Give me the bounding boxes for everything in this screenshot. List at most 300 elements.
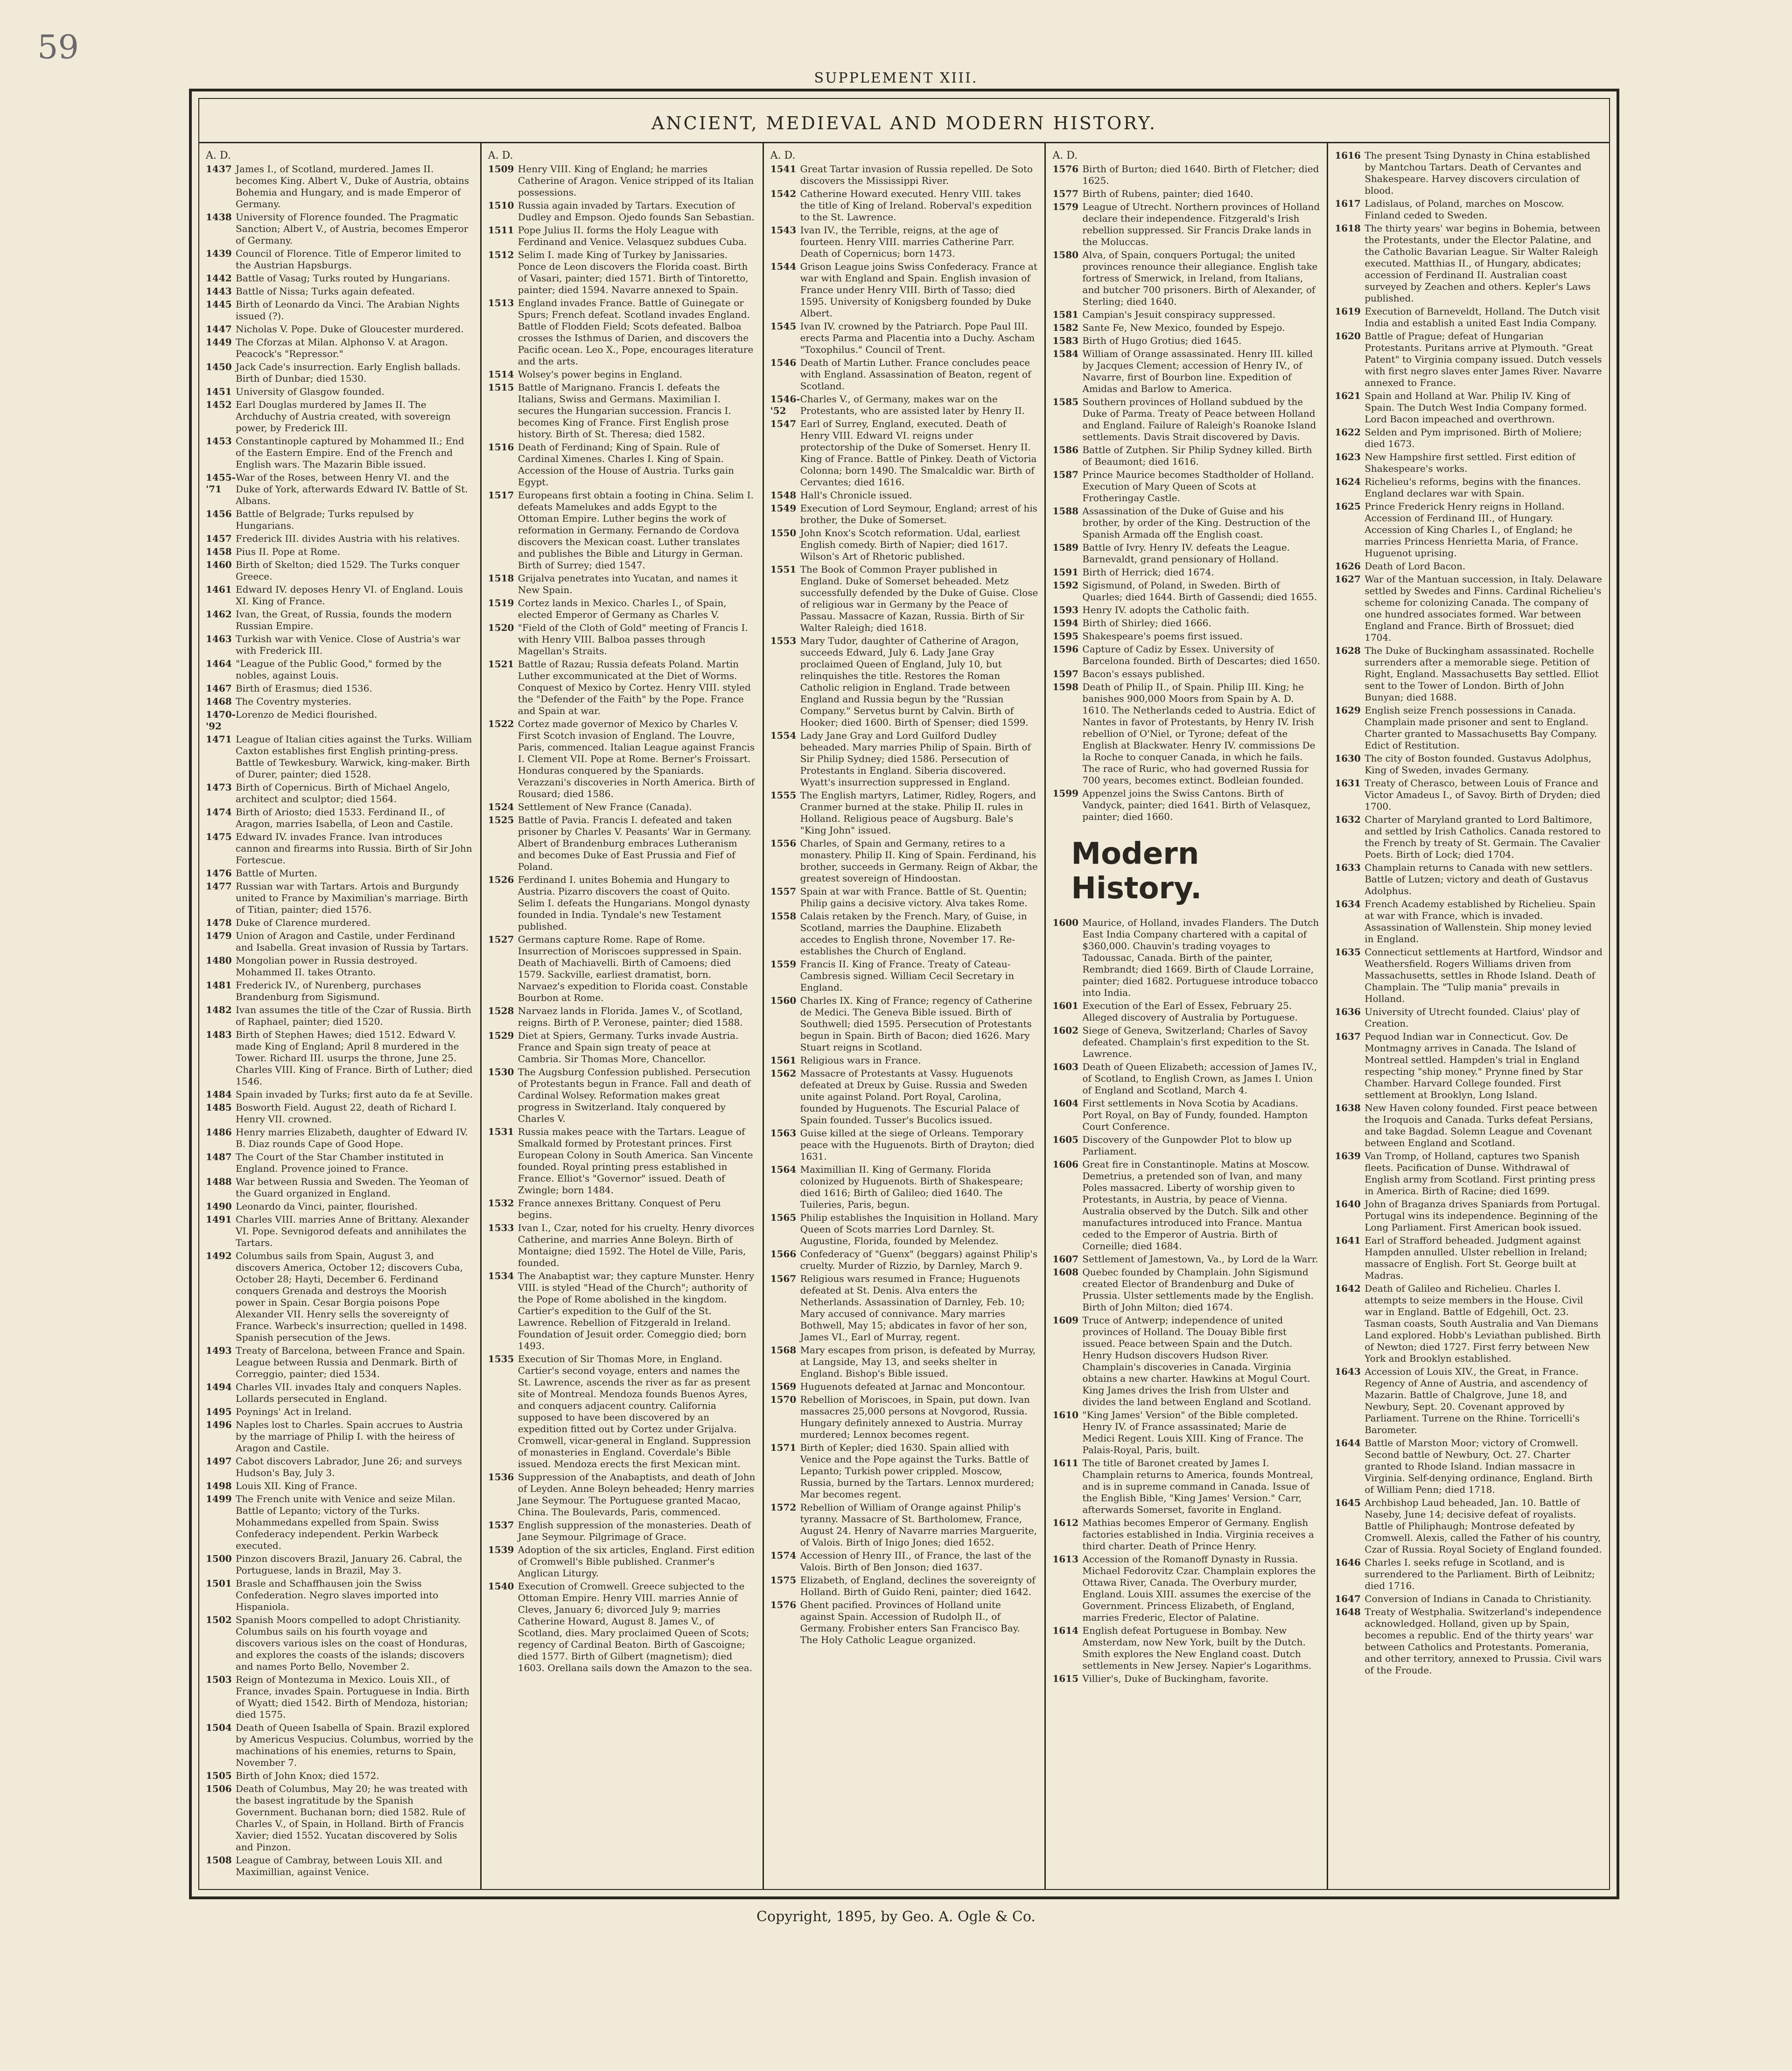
entry-text: League of Utrecht. Northern provinces of Holland declare their independence. Fitzgerald's Irish rebellion suppressed. Sir Francis Drake lands in the Moluccas.: [1082, 201, 1320, 247]
history-entry: [206, 1381, 474, 1405]
entry-year: 1581: [1052, 309, 1079, 320]
entry-text: Execution of Barneveldt, Holland. The Dutch visit India and establish a united East India Company.: [1365, 306, 1600, 329]
entry-text: Russia again invaded by Tartars. Execution of Dudley and Empson. Ojedo founds San Sebastian.: [518, 200, 755, 223]
history-entry: [206, 1406, 474, 1418]
entry-text: Execution of Sir Thomas More, in England. Cartier's second voyage, enters and names the St. Lawrence, ascends the river as far as present site of Montreal. Mendoza founds Buenos Ayres, and conquers adjacent country. California supposed to have been discovered by an expedition fitted out by Cortez under Grijalva. Cromwell, vicar-general in England. Suppression of monasteries in England. Coverdale's Bible issued. Mendoza erects the first Mexican mint.: [518, 1353, 751, 1469]
column-3: [764, 143, 1046, 1889]
entry-year: 1564: [770, 1164, 797, 1175]
entry-text: Spain at war with France. Battle of St. Quentin; Philip gains a decisive victory. Alva takes Rome.: [800, 886, 1028, 909]
entry-text: Discovery of the Gunpowder Plot to blow up Parliament.: [1082, 1134, 1292, 1157]
entry-year: 1453: [206, 435, 232, 447]
entry-year: 1611: [1052, 1457, 1079, 1469]
entry-year: 1586: [1052, 444, 1079, 455]
entry-text: Maurice, of Holland, invades Flanders. The Dutch East India Company chartered with a capital of $360,000. Chauvin's trading voyages to Tadoussac, Canada. Birth of the painter, Rembrandt; died 1669. Birth of Claude Lorraine, painter; died 1682. Portuguese introduce tobacco into India.: [1082, 917, 1319, 998]
column-2: [482, 143, 764, 1889]
history-entry: [488, 369, 756, 380]
entry-year: 1641: [1335, 1235, 1361, 1246]
entry-text: Spain invaded by Turks; first auto da fe at Seville.: [236, 1089, 473, 1100]
entry-text: The Court of the Star Chamber instituted in England. Provence joined to France.: [236, 1151, 444, 1174]
entry-year: 1471: [206, 734, 232, 745]
entry-text: League of Cambray, between Louis XII. and Maximillian, against Venice.: [236, 1854, 442, 1877]
history-entry: [206, 1102, 474, 1125]
entry-year: 1548: [770, 490, 797, 501]
history-entry: [770, 959, 1038, 994]
history-entry: [1335, 1006, 1603, 1029]
entry-year: 1484: [206, 1089, 232, 1100]
entry-text: Battle of Murten.: [236, 868, 318, 879]
entry-year: 1522: [488, 718, 514, 729]
entry-text: Elizabeth, of England, declines the sovereignty of Holland. Birth of Guido Reni, painter; died 1642.: [800, 1574, 1036, 1597]
history-entry: [1335, 1198, 1603, 1233]
history-entry: [1335, 645, 1603, 703]
history-entry: [1335, 150, 1603, 196]
entry-text: Battle of Belgrade; Turks repulsed by Hungarians.: [236, 508, 414, 531]
entry-year: 1640: [1335, 1198, 1361, 1210]
entry-text: Treaty of Barcelona, between France and Spain. League between Russia and Denmark. Birth of Correggio, painter; died 1534.: [236, 1345, 465, 1379]
entry-text: Conversion of Indians in Canada to Christianity.: [1365, 1593, 1592, 1604]
history-entry: [1335, 1497, 1603, 1555]
history-entry: [1335, 1102, 1603, 1149]
entry-text: Adoption of the six articles, England. First edition of Cromwell's Bible published. Cranmer's Anglican Liturgy.: [518, 1544, 755, 1579]
entry-year: 1527: [488, 934, 514, 945]
history-entry: [770, 1273, 1038, 1343]
entry-text: Jack Cade's insurrection. Early English ballads. Birth of Dunbar; died 1530.: [236, 361, 461, 384]
entry-year: 1512: [488, 249, 514, 260]
history-entry: [1335, 1557, 1603, 1592]
history-entry: [770, 790, 1038, 836]
entry-year: 1643: [1335, 1366, 1361, 1377]
entry-text: Birth of John Knox; died 1572.: [236, 1770, 379, 1781]
entry-year: 1628: [1335, 645, 1361, 656]
entry-year: 1464: [206, 658, 232, 669]
entry-text: The present Tsing Dynasty in China established by Mantchou Tartars. Death of Cervantes and Shakespeare. Harvey discovers circulation of blood.: [1365, 150, 1590, 196]
history-entry: [206, 584, 474, 607]
entry-text: Grijalva penetrates into Yucatan, and names it New Spain.: [518, 573, 738, 595]
entry-list: [206, 163, 474, 1878]
history-entry: [488, 200, 756, 223]
entry-text: William of Orange assassinated. Henry III. killed by Jacques Clement; accession of Henry IV., of Navarre, first of Bourbon line. Expedition of Amidas and Barlow to America.: [1082, 348, 1313, 394]
history-entry: [206, 1201, 474, 1212]
entry-year: 1598: [1052, 681, 1079, 693]
entry-text: England invades France. Battle of Guinegate or Spurs; French defeat. Scotland invades England. Battle of Flodden Field; Scots defeated. Balboa crosses the Isthmus of Darien, and discovers the Pacific ocean. Leo X., Pope, encourages literature and the arts.: [518, 297, 754, 367]
history-entry: [1335, 574, 1603, 644]
history-entry: [206, 163, 474, 210]
history-entry: [770, 1502, 1038, 1548]
history-entry: [770, 357, 1038, 392]
entry-text: The Duke of Buckingham assassinated. Rochelle surrenders after a memorable siege. Petition of Right, England. Massachusetts Bay settled. Elliot sent to the Tower of London. Birth of John Bunyan; died 1688.: [1365, 645, 1599, 703]
entry-text: Siege of Geneva, Switzerland; Charles of Savoy defeated. Champlain's first expedition to the St. Lawrence.: [1082, 1025, 1310, 1059]
entry-year: 1543: [770, 224, 797, 236]
entry-text: Accession of Henry III., of France, the last of the Valois. Birth of Ben Jonson; died 1637.: [800, 1550, 1031, 1573]
entry-text: Settlement of New France (Canada).: [518, 801, 692, 812]
history-entry: [1335, 862, 1603, 897]
entry-year: 1541: [770, 163, 797, 175]
entry-text: Charles, of Spain and Germany, retires to a monastery. Philip II. King of Spain. Ferdinand, his brother, succeeds in Germany. Reign of Akbar, the greatest sovereign of Hindoostan.: [800, 838, 1038, 884]
history-entry: [770, 1344, 1038, 1379]
entry-year: 1630: [1335, 753, 1361, 764]
history-entry: [770, 1068, 1038, 1126]
history-entry: [1052, 1409, 1320, 1456]
history-entry: [206, 1089, 474, 1100]
history-entry: [206, 1345, 474, 1380]
entry-year: 1605: [1052, 1134, 1079, 1145]
entry-year: 1540: [488, 1581, 514, 1592]
entry-text: Naples lost to Charles. Spain accrues to Austria by the marriage of Philip I. with the heiress of Aragon and Castile.: [236, 1419, 463, 1454]
entry-year: 1524: [488, 801, 514, 812]
history-entry: [206, 782, 474, 805]
history-entry: [488, 1471, 756, 1518]
history-entry: [1052, 309, 1320, 321]
entry-text: Battle of Pavia. Francis I. defeated and taken prisoner by Charles V. Peasants' War in Germany. Albert of Brandenburg embraces Lutheranism and becomes Duke of East Prussia and Fief of Poland.: [518, 814, 752, 872]
entry-text: "King James' Version" of the Bible completed. Henry IV. of France assassinated; Marie de Medici Regent. Louis XIII. King of France. The Palais-Royal, Paris, built.: [1082, 1409, 1304, 1455]
entry-year: 1510: [488, 200, 514, 211]
history-entry: [488, 490, 756, 571]
history-entry: [206, 868, 474, 879]
entry-year: 1567: [770, 1273, 797, 1284]
entry-text: Mary Tudor, daughter of Catherine of Aragon, succeeds Edward, July 6. Lady Jane Gray proclaimed Queen of England, July 10, but relinquishes the title. Restores the Roman Catholic religion in England. Trade between England and Russia begun by the "Russian Company." Servetus burnt by Calvin. Birth of Hooker; died 1600. Birth of Spenser; died 1599.: [800, 635, 1029, 728]
history-entry: [1335, 390, 1603, 425]
entry-year: 1461: [206, 584, 232, 595]
entry-year: 1615: [1052, 1673, 1079, 1684]
copyright: Copyright, 1895, by Geo. A. Ogle & Co.: [756, 1909, 1036, 1925]
entry-year: 1626: [1335, 560, 1361, 572]
history-entry: [1052, 348, 1320, 395]
entry-year: 1588: [1052, 505, 1079, 517]
entry-text: Ivan, the Great, of Russia, founds the modern Russian Empire.: [236, 609, 452, 631]
history-entry: [770, 1248, 1038, 1272]
entry-year: 1607: [1052, 1253, 1079, 1265]
entry-year: 1595: [1052, 630, 1079, 642]
entry-year: 1551: [770, 564, 797, 575]
entry-year: 1610: [1052, 1409, 1079, 1420]
entry-year: 1547: [770, 418, 797, 429]
entry-year: 1609: [1052, 1315, 1079, 1326]
entry-year: 1450: [206, 361, 232, 372]
entry-year: 1560: [770, 995, 797, 1006]
entry-year: 1534: [488, 1270, 514, 1281]
history-entry: [1052, 681, 1320, 786]
entry-text: Death of Ferdinand; King of Spain. Rule of Cardinal Ximenes. Charles I. King of Spain. Accession of the House of Austria. Turks gain Egypt.: [518, 441, 734, 488]
entry-year: 1644: [1335, 1437, 1361, 1448]
entry-text: Lorenzo de Medici flourished.: [236, 709, 378, 720]
entry-text: War of the Mantuan succession, in Italy. Delaware settled by Swedes and Finns. Cardinal Richelieu's scheme for colonizing Canada. The company of one hundred associates formed. War between England and France. Birth of Brossuet; died 1704.: [1365, 574, 1602, 643]
entry-text: French Academy established by Richelieu. Spain at war with France, which is invaded. Assassination of Wallenstein. Ship money levied in England.: [1365, 898, 1596, 945]
history-entry: [770, 1550, 1038, 1573]
entry-year: 1583: [1052, 335, 1079, 346]
entry-text: Selim I. made King of Turkey by Janissaries. Ponce de Leon discovers the Florida coast. Birth of Vasari, painter; died 1571. Birth of Tintoretto, painter; died 1594. Navarre annexed to Spain.: [518, 249, 749, 295]
entry-year: 1562: [770, 1068, 797, 1079]
history-entry: [206, 399, 474, 434]
history-entry: [488, 814, 756, 873]
entry-text: Council of Florence. Title of Emperor limited to the Austrian Hapsburgs.: [236, 248, 461, 271]
entry-text: Brasle and Schaffhausen join the Swiss Confederation. Negro slaves imported into Hispaniola.: [236, 1578, 439, 1612]
history-entry: [206, 1614, 474, 1672]
entry-year: 1570: [770, 1394, 797, 1405]
history-entry: [1335, 777, 1603, 812]
history-entry: [1052, 1159, 1320, 1252]
entry-text: Battle of Prague; defeat of Hungarian Protestants. Puritans arrive at Plymouth. "Great Patent" to Virginia company issued. Dutch vessels with first negro slaves enter James River. Navarre annexed to France.: [1365, 330, 1602, 388]
history-entry: [1052, 188, 1320, 200]
history-entry: [1052, 1025, 1320, 1060]
entry-year: 1494: [206, 1381, 232, 1392]
history-entry: [1052, 668, 1320, 680]
entry-text: Catherine Howard executed. Henry VIII. takes the title of King of Ireland. Roberval's expedition to the St. Lawrence.: [800, 188, 1032, 223]
history-entry: [1052, 1061, 1320, 1096]
entry-text: Pope Julius II. forms the Holy League with Ferdinand and Venice. Velasquez subdues Cuba.: [518, 224, 747, 247]
entry-text: "League of the Public Good," formed by the nobles, against Louis.: [236, 658, 442, 681]
entry-year: 1635: [1335, 946, 1361, 958]
entry-year: 1604: [1052, 1098, 1079, 1109]
entry-year: 1627: [1335, 574, 1361, 585]
history-entry: [770, 995, 1038, 1053]
ad-label: A. D.: [1052, 150, 1078, 161]
history-entry: [1335, 1366, 1603, 1436]
entry-year: 1447: [206, 323, 232, 335]
entry-text: Charles VIII. marries Anne of Brittany. Alexander VI. Pope. Sevnigorod defeats and annihilates the Tartars.: [236, 1214, 469, 1248]
entry-year: 1452: [206, 399, 232, 410]
entry-text: Accession of the Romanoff Dynasty in Russia. Michael Fedorovitz Czar. Champlain explores the Ottawa River, Canada. The Overbury murder, England. Louis XIII. assumes the exercise of the Government. Princess Elizabeth, of England, marries Frederic, Elector of Palatine.: [1082, 1553, 1316, 1623]
entry-text: The thirty years' war begins in Bohemia, between the Protestants, under the Elector Palatine, and the Catholic Bavarian League. Sir Walter Raleigh executed. Matthias II., of Hungary, abdicates; accession of Ferdinand II. Australian coast surveyed by Zeachen and others. Kepler's Laws published.: [1365, 223, 1601, 304]
entry-year: 1544: [770, 261, 797, 272]
history-entry: [488, 1030, 756, 1065]
history-entry: [206, 658, 474, 681]
history-entry: [488, 1544, 756, 1579]
entry-text: Cortez lands in Mexico. Charles I., of Spain, elected Emperor of Germany as Charles V.: [518, 597, 727, 620]
history-entry: [770, 503, 1038, 526]
entry-year: 1550: [770, 527, 797, 539]
entry-year: 1525: [488, 814, 514, 826]
history-entry: [206, 248, 474, 271]
entry-text: Rebellion of William of Orange against Philip's tyranny. Massacre of St. Bartholomew, France, August 24. Henry of Navarre marries Marguerite, of Valois. Birth of Inigo Jones; died 1652.: [800, 1502, 1037, 1548]
history-entry: [488, 573, 756, 596]
entry-text: Death of Philip II., of Spain. Philip III. King; he banishes 900,000 Moors from Spain by A. D. 1610. The Netherlands ceded to Austria. Edict of Nantes in favor of Protestants, by Henry IV. Irish rebellion of O'Niel, or Tyrone; defeat of the English at Blackwater. Henry IV. commissions De la Roche to conquer Canada, in which he fails. The race of Ruric, who had governed Russia for 700 years, becomes extinct. Bodleian founded.: [1082, 681, 1316, 786]
entry-text: Death of Queen Isabella of Spain. Brazil explored by Americus Vespucius. Columbus, worried by the machinations of his enemies, returns to Spain, November 7.: [236, 1722, 474, 1768]
entry-text: Guise killed at the siege of Orleans. Temporary peace with the Huguenots. Birth of Drayton; died 1631.: [800, 1127, 1035, 1162]
entry-text: English defeat Portuguese in Bombay. New Amsterdam, now New York, built by the Dutch. Smith explores the New England coast. Dutch settlements in New Jersey. Napier's Logarithms.: [1082, 1625, 1312, 1671]
entry-list: [1335, 150, 1603, 1676]
entry-text: The Coventry mysteries.: [236, 696, 351, 707]
history-entry: [206, 881, 474, 916]
entry-year: 1482: [206, 1004, 232, 1015]
entry-text: Death of Queen Elizabeth; accession of James IV., of Scotland, to English Crown, as James I. Union of England and Scotland, March 4.: [1082, 1061, 1317, 1096]
history-entry: [1052, 1134, 1320, 1157]
entry-text: The French unite with Venice and seize Milan. Battle of Lepanto; victory of the Turks. Mohammedans expelled from Spain. Swiss Confederacy independent. Perkin Warbeck executed.: [236, 1493, 455, 1551]
history-entry: [1052, 163, 1320, 187]
entry-text: Quebec founded by Champlain. John Sigismund created Elector of Brandenburg and Duke of Prussia. Ulster settlements made by the English. Birth of John Milton; died 1674.: [1082, 1266, 1314, 1313]
history-entry: [1335, 753, 1603, 776]
entry-text: Henry IV. adopts the Catholic faith.: [1082, 604, 1250, 616]
entry-year: 1502: [206, 1614, 232, 1625]
entry-text: Accession of Louis XIV., the Great, in France. Regency of Anne of Austria, and ascendency of Mazarin. Battle of Chalgrove, June 18, and Newbury, Sept. 20. Covenant approved by Parliament. Turrene on the Rhine. Torricelli's Barometer.: [1365, 1366, 1588, 1435]
entry-year: 1438: [206, 211, 232, 223]
entry-year: 1554: [770, 730, 797, 741]
entry-text: Germans capture Rome. Rape of Rome. Insurrection of Moriscoes suppressed in Spain. Death of Machiavelli. Birth of Camoens; died 1579. Sackville, earliest dramatist, born. Narvaez's expedition to Florida coast. Constable Bourbon at Rome.: [518, 934, 748, 1003]
entry-text: Diet at Spiers, Germany. Turks invade Austria. France and Spain sign treaty of peace at Cambria. Sir Thomas More, Chancellor.: [518, 1030, 739, 1064]
entry-year: 1606: [1052, 1159, 1079, 1170]
history-entry: [1052, 201, 1320, 248]
entry-year: 1597: [1052, 668, 1079, 679]
entry-text: Pinzon discovers Brazil, January 26. Cabral, the Portuguese, lands in Brazil, May 3.: [236, 1553, 462, 1576]
entry-year: 1546-'52: [770, 393, 800, 416]
history-entry: [770, 1394, 1038, 1441]
entry-text: Birth of Kepler; died 1630. Spain allied with Venice and the Pope against the Turks. Battle of Lepanto; Turkish power crippled. Moscow, Russia, burned by the Tartars. Lennox murdered; Mar becomes regent.: [800, 1442, 1035, 1500]
history-entry: [1335, 501, 1603, 559]
history-entry: [206, 211, 474, 246]
history-entry: [1052, 567, 1320, 578]
entry-text: Birth of Ariosto; died 1533. Ferdinand II., of Aragon, marries Isabella, of Leon and Castile.: [236, 806, 454, 829]
history-entry: [488, 1270, 756, 1352]
entry-list: [770, 163, 1038, 1646]
entry-year: 1479: [206, 930, 232, 941]
entry-year: 1612: [1052, 1517, 1079, 1528]
entry-text: Death of Galileo and Richelieu. Charles I. attempts to seize members in the House. Civil war in England. Battle of Edgehill, Oct. 23. Tasman coasts, South Australia and Van Diemans Land explored. Hobb's Leviathan published. Birth of Newton; died 1727. First ferry between New York and Brooklyn established.: [1365, 1283, 1601, 1364]
entry-year: 1613: [1052, 1553, 1079, 1565]
entry-year: 1602: [1052, 1025, 1079, 1036]
page-title: ANCIENT, MEDIEVAL AND MODERN HISTORY.: [651, 113, 1157, 133]
entry-text: Birth of Erasmus; died 1536.: [236, 683, 372, 694]
entry-text: Van Tromp, of Holland, captures two Spanish fleets. Pacification of Dunse. Withdrawal of English army from Scotland. First printing press in America. Birth of Racine; died 1699.: [1365, 1150, 1596, 1196]
entry-year: 1530: [488, 1066, 514, 1077]
entry-text: The title of Baronet created by James I. Champlain returns to America, founds Montreal, and is in supreme command in Canada. Issue of the English Bible, "King James' Version." Carr, afterwards Somerset, favorite in England.: [1082, 1457, 1314, 1515]
entry-text: Charles V., of Germany, makes war on the Protestants, who are assisted later by Henry II.: [800, 393, 1025, 416]
entry-year: 1487: [206, 1151, 232, 1162]
entry-text: Assassination of the Duke of Guise and his brother, by order of the King. Destruction of the Spanish Armada off the English coast.: [1082, 505, 1310, 540]
entry-text: Great Tartar invasion of Russia repelled. De Soto discovers the Mississippi River.: [800, 163, 1033, 186]
entry-year: 1639: [1335, 1150, 1361, 1161]
entry-text: Religious wars in France.: [800, 1055, 921, 1066]
entry-year: 1634: [1335, 898, 1361, 910]
history-entry: [1052, 505, 1320, 540]
history-entry: [770, 393, 1038, 417]
entry-text: Campian's Jesuit conspiracy suppressed.: [1082, 309, 1276, 320]
entry-year: 1633: [1335, 862, 1361, 873]
history-entry: [206, 1029, 474, 1087]
entry-text: War of the Roses, between Henry VI. and the Duke of York, afterwards Edward IV. Battle of St. Albans.: [236, 472, 468, 506]
entry-text: Appenzel joins the Swiss Cantons. Birth of Vandyck, painter; died 1641. Birth of Velasquez, painter; died 1660.: [1082, 788, 1311, 822]
entry-text: New Hampshire first settled. First edition of Shakespeare's works.: [1365, 451, 1575, 474]
entry-text: Charles I. seeks refuge in Scotland, and is surrendered to the Parliament. Birth of Leibnitz; died 1716.: [1365, 1557, 1595, 1591]
entry-year: 1624: [1335, 476, 1361, 487]
entry-year: 1458: [206, 546, 232, 557]
entry-year: 1511: [488, 224, 514, 236]
history-entry: [206, 1578, 474, 1613]
entry-text: English suppression of the monasteries. Death of Jane Seymour. Pilgrimage of Grace.: [518, 1519, 751, 1542]
entry-text: University of Glasgow founded.: [236, 386, 385, 397]
entry-text: Russian war with Tartars. Artois and Burgundy united to France by Maximilian's marriage. Birth of Titian, painter; died 1576.: [236, 881, 469, 915]
entry-text: Villier's, Duke of Buckingham, favorite.: [1082, 1673, 1269, 1684]
history-entry: [206, 1722, 474, 1769]
entry-text: Battle of Nissa; Turks again defeated.: [236, 286, 415, 297]
entry-year: 1499: [206, 1493, 232, 1504]
entry-year: 1620: [1335, 330, 1361, 342]
entry-text: Shakespeare's poems first issued.: [1082, 630, 1243, 642]
entry-text: Duke of Clarence murdered.: [236, 917, 371, 928]
history-entry: [770, 910, 1038, 957]
entry-text: Ivan assumes the title of the Czar of Russia. Birth of Raphael, painter; died 1520.: [236, 1004, 471, 1027]
entry-text: Earl Douglas murdered by James II. The Archduchy of Austria created, with sovereign power, by Frederick III.: [236, 399, 451, 434]
history-entry: [770, 886, 1038, 909]
entry-text: Death of Lord Bacon.: [1365, 560, 1466, 572]
entry-year: 1559: [770, 959, 797, 970]
history-entry: [1052, 322, 1320, 334]
history-entry: [1335, 198, 1603, 221]
history-entry: [1052, 630, 1320, 642]
history-entry: [1335, 1235, 1603, 1281]
column-5: [1328, 143, 1609, 1889]
entry-year: 1576: [770, 1599, 797, 1610]
entry-year: 1629: [1335, 705, 1361, 716]
entry-year: 1439: [206, 248, 232, 259]
entry-year: 1477: [206, 881, 232, 892]
entry-text: John Knox's Scotch reformation. Udal, earliest English comedy. Birth of Napier; died 1617. Wilson's Art of Rhetoric published.: [800, 527, 1020, 562]
history-entry: [206, 1250, 474, 1343]
ad-label: A. D.: [488, 150, 513, 161]
history-entry: [206, 533, 474, 545]
columns: [199, 143, 1609, 1889]
history-entry: [206, 917, 474, 929]
history-entry: [206, 831, 474, 866]
entry-year: 1509: [488, 163, 514, 175]
entry-year: 1539: [488, 1544, 514, 1555]
entry-year: 1442: [206, 273, 232, 284]
history-entry: [770, 490, 1038, 501]
history-entry: [1335, 1437, 1603, 1496]
entry-year: 1563: [770, 1127, 797, 1139]
entry-text: Bosworth Field. August 22, death of Richard I. Henry VII. crowned.: [236, 1102, 456, 1125]
entry-year: 1485: [206, 1102, 232, 1113]
entry-year: 1593: [1052, 604, 1079, 616]
entry-text: Birth of Stephen Hawes; died 1512. Edward V. made King of England; April 8 murdered in the Tower. Richard III. usurps the throne, June 25. Charles VIII. King of France. Birth of Luther; died 1546.: [236, 1029, 473, 1087]
history-entry: [206, 930, 474, 953]
entry-text: Settlement of Jamestown, Va., by Lord de la Warr.: [1082, 1253, 1318, 1265]
entry-text: Henry marries Elizabeth, daughter of Edward IV. B. Diaz rounds Cape of Good Hope.: [236, 1126, 468, 1149]
entry-year: 1582: [1052, 322, 1079, 333]
history-entry: [1335, 1593, 1603, 1605]
entry-year: 1475: [206, 831, 232, 842]
supplement-label: SUPPLEMENT XIII.: [814, 70, 978, 86]
entry-year: 1468: [206, 696, 232, 707]
entry-text: Calais retaken by the French. Mary, of Guise, in Scotland, marries the Dauphine. Elizabeth accedes to English throne, November 17. Re-establishes the Church of England.: [800, 910, 1027, 957]
entry-year: 1568: [770, 1344, 797, 1356]
history-entry: [206, 709, 474, 732]
history-entry: [488, 597, 756, 621]
entry-year: 1631: [1335, 777, 1361, 789]
history-entry: [1052, 249, 1320, 308]
entry-year: 1603: [1052, 1061, 1079, 1072]
history-entry: [1052, 917, 1320, 999]
history-entry: [206, 1151, 474, 1175]
history-entry: [206, 1553, 474, 1576]
entry-text: Alva, of Spain, conquers Portugal; the united provinces renounce their allegiance. English take fortress of Smerwick, in Ireland, from Italians, and butcher 700 prisoners. Birth of Alexander, of Sterling; died 1640.: [1082, 249, 1318, 307]
entry-text: Execution of the Earl of Essex, February 25. Alleged discovery of Australia by Portuguese.: [1082, 1000, 1298, 1023]
entry-year: 1565: [770, 1212, 797, 1223]
entry-year: 1621: [1335, 390, 1361, 401]
entry-year: 1616: [1335, 150, 1361, 161]
entry-text: Connecticut settlements at Hartford, Windsor and Weathersfield. Rogers Williams driven from Massachusetts, settles in Rhode Island. Death of Champlain. The "Tulip mania" prevails in Holland.: [1365, 946, 1603, 1004]
entry-text: Birth of Burton; died 1640. Birth of Fletcher; died 1625.: [1082, 163, 1319, 186]
entry-text: Pius II. Pope at Rome.: [236, 546, 341, 557]
entry-text: Ivan I., Czar, noted for his cruelty. Henry divorces Catherine, and marries Anne Boleyn. Birth of Montaigne; died 1592. The Hotel de Ville, Paris, founded.: [518, 1222, 755, 1268]
entry-year: 1608: [1052, 1266, 1079, 1278]
entry-text: Edward IV. deposes Henry VI. of England. Louis XI. King of France.: [236, 584, 463, 607]
entry-text: Philip establishes the Inquisition in Holland. Mary Queen of Scots marries Lord Darnley. St. Augustine, Florida, founded by Melendez.: [800, 1212, 1038, 1246]
entry-year: 1647: [1335, 1593, 1361, 1604]
entry-text: Turkish war with Venice. Close of Austria's war with Frederick III.: [236, 633, 461, 656]
entry-text: Confederacy of "Guenx" (beggars) against Philip's cruelty. Murder of Rizzio, by Darnley, March 9.: [800, 1248, 1038, 1271]
ad-label: A. D.: [206, 150, 231, 161]
entry-year: 1542: [770, 188, 797, 199]
entry-year: 1467: [206, 683, 232, 694]
